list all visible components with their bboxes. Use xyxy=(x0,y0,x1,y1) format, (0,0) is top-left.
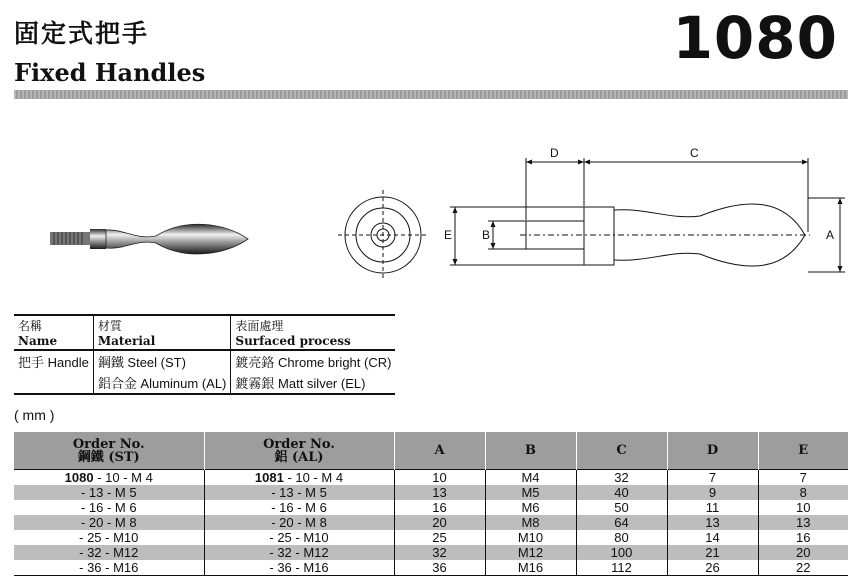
cell-c: 40 xyxy=(576,485,667,500)
process-header: 表面處理 Surfaced process xyxy=(231,315,396,350)
header-order-st: Order No. 鋼鐵 (ST) xyxy=(14,432,204,470)
spec-table-header xyxy=(14,432,848,470)
dim-label-b: B xyxy=(482,228,491,242)
order-al: - 20 - M 8 xyxy=(204,515,394,530)
side-view-collar xyxy=(584,207,614,265)
cell-e: 7 xyxy=(758,470,848,486)
cell-c: 112 xyxy=(576,560,667,576)
table-row xyxy=(14,485,848,500)
name-empty xyxy=(14,372,93,394)
cell-c: 64 xyxy=(576,515,667,530)
order-al: - 13 - M 5 xyxy=(204,485,394,500)
cell-c: 32 xyxy=(576,470,667,486)
cell-b: M12 xyxy=(485,545,576,560)
spec-table xyxy=(14,432,848,576)
name-header: 名稱 Name xyxy=(14,315,93,350)
handle-collar xyxy=(90,229,106,249)
table-row xyxy=(14,560,848,576)
header-order-al: Order No. 鋁 (AL) xyxy=(204,432,394,470)
cell-e: 13 xyxy=(758,515,848,530)
order-st: - 16 - M 6 xyxy=(80,500,137,515)
order-st: - 13 - M 5 xyxy=(14,485,204,500)
material-header: 材質 Material xyxy=(93,315,231,350)
cell-d: 11 xyxy=(667,500,758,515)
order-st: - 25 - M10 xyxy=(79,530,139,545)
table-row xyxy=(14,470,848,486)
table-row xyxy=(14,500,848,515)
order-al: - 16 - M 6 xyxy=(204,500,394,515)
cell-e: 10 xyxy=(758,500,848,515)
cell-d: 13 xyxy=(667,515,758,530)
cell-d: 14 xyxy=(667,530,758,545)
order-al: - 32 - M12 xyxy=(204,545,394,560)
process-matt: 鍍霧銀 Matt silver (EL) xyxy=(231,372,396,394)
handle-body xyxy=(106,224,248,254)
material-info-table xyxy=(14,314,395,395)
cell-a: 10 xyxy=(394,470,485,486)
table-row xyxy=(14,515,848,530)
cell-d: 7 xyxy=(667,470,758,486)
header-b: B xyxy=(485,432,576,470)
cell-b: M6 xyxy=(485,500,576,515)
dim-arrows xyxy=(453,160,843,273)
header-c: C xyxy=(576,432,667,470)
header-a: A xyxy=(394,432,485,470)
cell-a: 36 xyxy=(394,560,485,576)
table-row xyxy=(14,530,848,545)
cell-a: 16 xyxy=(394,500,485,515)
cell-b: M10 xyxy=(485,530,576,545)
dim-label-a: A xyxy=(826,228,835,242)
cell-e: 20 xyxy=(758,545,848,560)
cell-e: 8 xyxy=(758,485,848,500)
order-al: - 25 - M10 xyxy=(204,530,394,545)
cell-a: 13 xyxy=(394,485,485,500)
technical-drawing xyxy=(330,140,850,290)
order-st: - 20 - M 8 xyxy=(14,515,204,530)
cell-b: M16 xyxy=(485,560,576,576)
page-title-english: Fixed Handles xyxy=(14,58,206,87)
dim-label-e: E xyxy=(444,228,453,242)
order-al: - 36 - M16 xyxy=(204,560,394,576)
order-st: - 32 - M12 xyxy=(14,545,204,560)
cell-c: 50 xyxy=(576,500,667,515)
page-title-chinese: 固定式把手 xyxy=(14,19,150,48)
handle-photo xyxy=(44,196,264,282)
header-d: D xyxy=(667,432,758,470)
cell-b: M4 xyxy=(485,470,576,486)
cell-a: 20 xyxy=(394,515,485,530)
cell-a: 32 xyxy=(394,545,485,560)
cell-d: 26 xyxy=(667,560,758,576)
material-aluminum: 鋁合金 Aluminum (AL) xyxy=(93,372,231,394)
product-code xyxy=(673,4,838,72)
unit-label: ( mm ) xyxy=(14,407,55,423)
cell-b: M8 xyxy=(485,515,576,530)
cell-e: 22 xyxy=(758,560,848,576)
cell-a: 25 xyxy=(394,530,485,545)
header-e: E xyxy=(758,432,848,470)
cell-d: 21 xyxy=(667,545,758,560)
cell-d: 9 xyxy=(667,485,758,500)
process-chrome: 鍍亮鉻 Chrome bright (CR) xyxy=(231,350,396,372)
product-code-text: 1080 xyxy=(672,4,838,72)
dim-label-c: C xyxy=(690,146,699,160)
cell-e: 16 xyxy=(758,530,848,545)
header-divider xyxy=(14,90,848,99)
dim-label-d: D xyxy=(550,146,559,160)
cell-c: 80 xyxy=(576,530,667,545)
name-value: 把手 Handle xyxy=(18,355,89,370)
order-al: 1081 - 10 - M 4 xyxy=(204,470,394,486)
order-st: 1080 - 10 - M 4 xyxy=(14,470,204,486)
table-row xyxy=(14,545,848,560)
material-steel: 鋼鐵 Steel (ST) xyxy=(93,350,231,372)
cell-b: M5 xyxy=(485,485,576,500)
cell-c: 100 xyxy=(576,545,667,560)
order-st: - 36 - M16 xyxy=(14,560,204,576)
